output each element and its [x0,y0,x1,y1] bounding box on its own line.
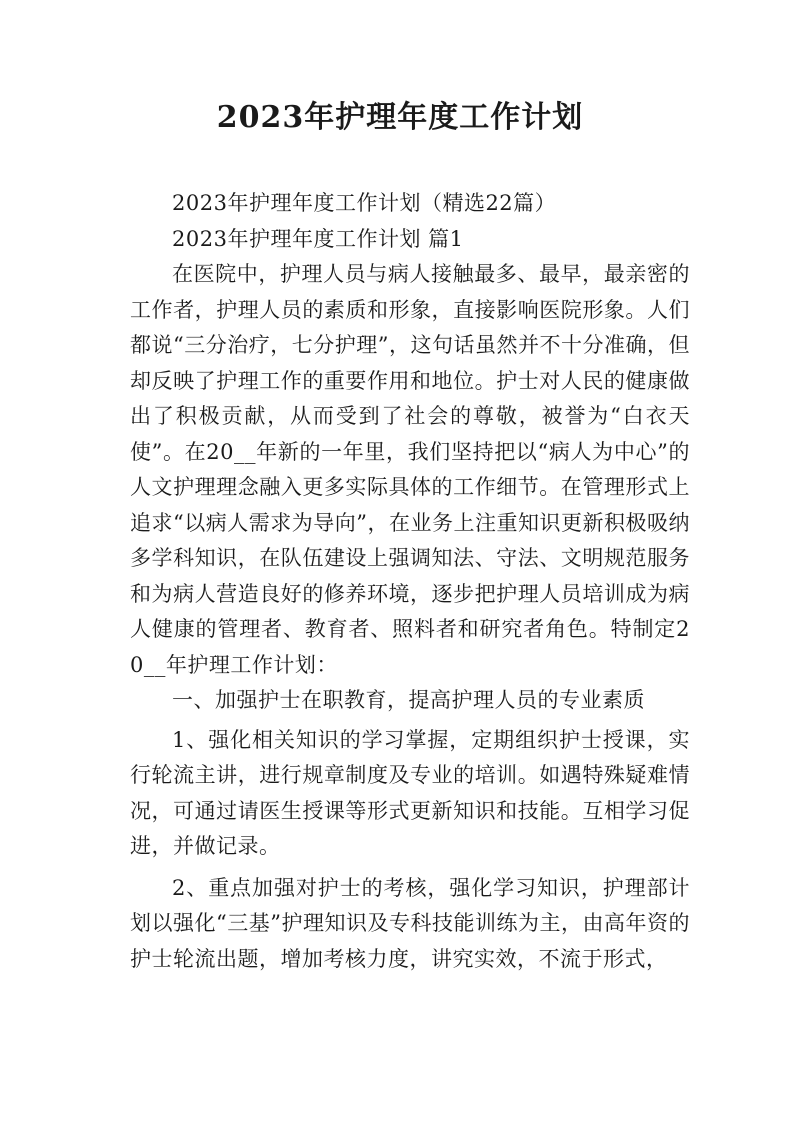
section-heading: 2023年护理年度工作计划 篇1 [172,226,464,251]
document-title: 2023年护理年度工作计划 [216,100,584,135]
paragraph-item-1: 1、强化相关知识的学习掌握，定期组织护士授课，实行轮流主讲，进行规章制度及专业的培训。如遇特殊疑难情况，可通过请医生授课等形式更新知识和技能。互相学习促进，并做记录。 [130,727,690,858]
document-subtitle: 2023年护理年度工作计划（精选22篇） [172,191,557,215]
subheading-1: 一、加强护士在职教育，提高护理人员的专业素质 [172,688,645,712]
intro-paragraph: 在医院中，护理人员与病人接触最多、最早，最亲密的工作者，护理人员的素质和形象，直接影响医院形象。人们都说“三分治疗，七分护理”，这句话虽然并不十分准确，但却反映了护理工作的重要作用和地位。护士对人民的健康做出了积极贡献，从而受到了社会的尊敬，被誉为“白衣天使”。在20__年新的一年里，我们坚持把以“病人为中心”的人文护理理念融入更多实际具体的工作细节。在管理形式上追求“以病人需求为导向”，在业务上注重知识更新积极吸纳多学科知识，在队伍建设上强调知法、守法、文明规范服务和为病人营造良好的修养环境，逐步把护理人员培训成为病人健康的管理者、教育者、照料者和研究者角色。特制定20__年护理工作计划： [130,262,690,677]
paragraph-item-2: 2、重点加强对护士的考核，强化学习知识，护理部计划以强化“三基”护理知识及专科技能训练为主，由高年资的护士轮流出题，增加考核力度，讲究实效，不流于形式， [130,875,690,971]
document-body [130,186,690,977]
